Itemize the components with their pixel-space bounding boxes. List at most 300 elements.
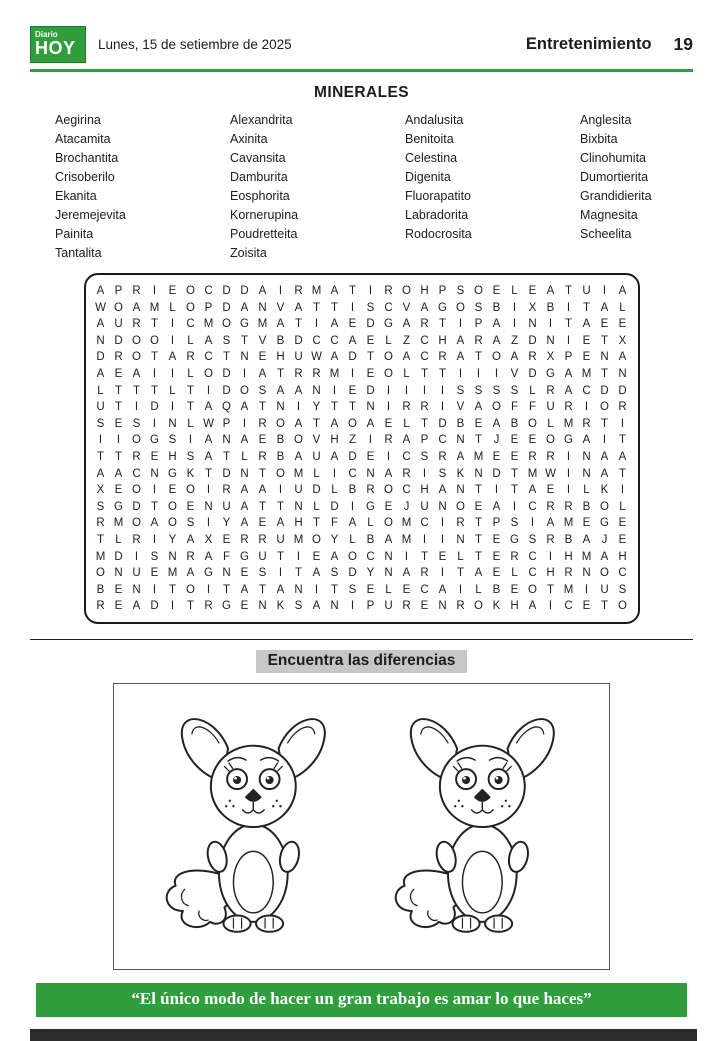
word-item: Kornerupina	[230, 208, 299, 222]
grid-letter: P	[474, 318, 483, 331]
grid-letter: N	[132, 583, 141, 596]
grid-letter: N	[276, 401, 285, 414]
grid-letter: E	[438, 550, 447, 563]
grid-letter: T	[96, 533, 105, 546]
wordsearch-word-list	[30, 111, 693, 263]
grid-letter: I	[134, 550, 139, 563]
grid-letter: J	[403, 500, 410, 513]
grid-letter: N	[438, 500, 447, 513]
grid-letter: X	[546, 351, 555, 364]
grid-letter: T	[456, 567, 465, 580]
grid-letter: N	[204, 500, 213, 513]
grid-letter: I	[170, 600, 175, 613]
grid-letter: K	[492, 600, 501, 613]
grid-letter: A	[294, 384, 303, 397]
grid-letter: T	[258, 583, 267, 596]
grid-letter: S	[456, 384, 465, 397]
grid-letter: N	[456, 484, 465, 497]
grid-letter: A	[438, 583, 447, 596]
grid-letter: N	[456, 434, 465, 447]
grid-letter: E	[168, 484, 177, 497]
grid-letter: V	[456, 401, 465, 414]
grid-letter: N	[294, 500, 303, 513]
grid-letter: T	[96, 450, 105, 463]
grid-letter: M	[293, 467, 304, 480]
grid-letter: A	[492, 334, 501, 347]
grid-letter: B	[546, 301, 555, 314]
grid-letter: M	[203, 318, 214, 331]
grid-letter: F	[222, 550, 231, 563]
quote-banner	[36, 983, 687, 1017]
grid-letter: T	[276, 367, 285, 380]
grid-letter: I	[512, 500, 517, 513]
word-item: Fluorapatito	[405, 189, 472, 203]
grid-letter: A	[294, 450, 303, 463]
grid-letter: A	[96, 285, 105, 297]
grid-letter: O	[150, 334, 159, 347]
grid-letter: I	[602, 434, 607, 447]
grid-letter: M	[563, 583, 574, 596]
logo-diario-text: Diario	[35, 29, 58, 39]
grid-letter: Q	[222, 401, 231, 414]
grid-letter: Y	[366, 567, 375, 580]
word-item: Rodocrosita	[405, 227, 472, 241]
grid-letter: T	[186, 384, 195, 397]
grid-letter: G	[168, 467, 177, 480]
grid-letter: A	[132, 600, 141, 613]
grid-letter: I	[566, 334, 571, 347]
grid-letter: A	[330, 318, 339, 331]
grid-letter: O	[492, 351, 501, 364]
grid-letter: A	[600, 467, 609, 480]
grid-letter: O	[276, 467, 285, 480]
grid-letter: D	[222, 285, 231, 297]
grid-letter: H	[564, 550, 573, 563]
grid-letter: S	[474, 384, 483, 397]
grid-letter: C	[384, 301, 393, 314]
grid-letter: D	[366, 384, 375, 397]
grid-letter: N	[240, 467, 249, 480]
grid-letter: N	[582, 467, 591, 480]
grid-letter: N	[258, 600, 267, 613]
grid-letter: U	[96, 401, 105, 414]
grid-letter: M	[563, 417, 574, 430]
grid-letter: T	[312, 517, 321, 530]
grid-letter: M	[257, 318, 268, 331]
grid-letter: A	[240, 301, 249, 314]
grid-letter: I	[188, 434, 193, 447]
grid-letter: I	[458, 318, 463, 331]
grid-letter: G	[438, 301, 447, 314]
grid-letter: E	[366, 334, 375, 347]
grid-letter: R	[564, 500, 573, 513]
grid-letter: M	[581, 550, 592, 563]
grid-letter: A	[438, 484, 447, 497]
grid-letter: R	[114, 351, 123, 364]
diario-hoy-logo	[30, 26, 86, 63]
cartoon-dog-left-image	[152, 696, 342, 958]
grid-letter: A	[582, 533, 591, 546]
grid-letter: R	[258, 417, 267, 430]
grid-letter: A	[564, 367, 573, 380]
grid-letter: M	[95, 550, 106, 563]
grid-letter: S	[510, 384, 519, 397]
grid-letter: X	[618, 334, 627, 347]
grid-letter: I	[206, 583, 211, 596]
grid-letter: D	[348, 450, 357, 463]
grid-letter: E	[258, 434, 267, 447]
word-item: Axinita	[230, 132, 268, 146]
grid-letter: R	[528, 450, 537, 463]
grid-letter: A	[186, 533, 195, 546]
grid-letter: A	[204, 401, 213, 414]
grid-letter: S	[438, 467, 447, 480]
quote-text: “El único modo de hacer un gran trabajo es amar lo que haces”	[131, 989, 592, 1009]
grid-letter: I	[440, 517, 445, 530]
grid-letter: B	[96, 583, 105, 596]
grid-letter: B	[348, 484, 357, 497]
grid-letter: T	[258, 500, 267, 513]
grid-letter: A	[456, 334, 465, 347]
grid-letter: A	[492, 318, 501, 331]
grid-letter: S	[222, 334, 231, 347]
grid-letter: O	[294, 434, 303, 447]
grid-letter: A	[546, 285, 555, 297]
grid-letter: A	[276, 384, 285, 397]
grid-letter: A	[402, 567, 411, 580]
grid-letter: L	[241, 450, 248, 463]
grid-letter: I	[152, 583, 157, 596]
grid-letter: A	[240, 434, 249, 447]
grid-letter: P	[492, 517, 501, 530]
grid-letter: A	[492, 500, 501, 513]
grid-letter: P	[564, 351, 573, 364]
grid-letter: A	[276, 318, 285, 331]
grid-letter: P	[438, 285, 447, 297]
grid-letter: R	[384, 434, 393, 447]
grid-letter: E	[492, 567, 501, 580]
grid-letter: T	[348, 401, 357, 414]
grid-letter: L	[349, 533, 356, 546]
grid-letter: U	[114, 318, 123, 331]
wordsearch-grid-box	[84, 273, 640, 624]
grid-letter: F	[528, 401, 537, 414]
grid-letter: N	[582, 450, 591, 463]
grid-letter: M	[113, 517, 124, 530]
grid-letter: E	[114, 600, 123, 613]
grid-letter: I	[350, 500, 355, 513]
grid-letter: A	[96, 467, 105, 480]
grid-letter: A	[96, 367, 105, 380]
grid-letter: R	[132, 450, 141, 463]
page-bottom-bar	[30, 1029, 697, 1041]
grid-letter: R	[438, 450, 447, 463]
grid-letter: A	[528, 484, 537, 497]
grid-letter: I	[494, 484, 499, 497]
grid-letter: O	[114, 301, 123, 314]
grid-letter: D	[348, 567, 357, 580]
grid-letter: K	[186, 467, 195, 480]
grid-letter: A	[366, 417, 375, 430]
grid-letter: L	[97, 384, 104, 397]
grid-letter: H	[510, 600, 519, 613]
grid-letter: A	[240, 583, 249, 596]
grid-letter: I	[386, 401, 391, 414]
grid-letter: U	[294, 484, 303, 497]
word-item: Poudretteita	[230, 227, 298, 241]
grid-letter: T	[114, 450, 123, 463]
grid-letter: T	[600, 600, 609, 613]
grid-letter: U	[276, 533, 285, 546]
grid-letter: L	[511, 567, 518, 580]
grid-letter: O	[96, 567, 105, 580]
grid-letter: A	[600, 550, 609, 563]
grid-letter: R	[132, 285, 141, 297]
grid-letter: I	[566, 467, 571, 480]
grid-letter: D	[618, 384, 627, 397]
grid-letter: A	[330, 351, 339, 364]
grid-letter: N	[168, 550, 177, 563]
grid-letter: W	[545, 467, 556, 480]
grid-letter: I	[350, 600, 355, 613]
grid-letter: S	[150, 550, 159, 563]
grid-letter: E	[474, 500, 483, 513]
grid-letter: T	[546, 583, 555, 596]
grid-letter: E	[546, 484, 555, 497]
grid-letter: A	[492, 417, 501, 430]
grid-letter: D	[312, 484, 321, 497]
grid-letter: B	[492, 301, 501, 314]
grid-letter: D	[528, 367, 537, 380]
grid-letter: O	[204, 367, 213, 380]
grid-letter: N	[366, 401, 375, 414]
grid-letter: D	[222, 467, 231, 480]
grid-letter: E	[402, 583, 411, 596]
grid-letter: A	[114, 467, 123, 480]
grid-letter: O	[168, 517, 177, 530]
grid-letter: C	[438, 434, 447, 447]
grid-letter: O	[600, 500, 609, 513]
grid-letter: O	[132, 484, 141, 497]
grid-letter: T	[114, 401, 123, 414]
word-column	[405, 111, 580, 263]
word-item: Bixbita	[580, 132, 618, 146]
grid-letter: E	[618, 517, 627, 530]
grid-letter: R	[510, 550, 519, 563]
grid-letter: M	[401, 533, 412, 546]
grid-letter: E	[618, 318, 627, 331]
grid-letter: I	[242, 417, 247, 430]
grid-letter: D	[492, 467, 501, 480]
grid-letter: R	[546, 533, 555, 546]
grid-letter: A	[600, 450, 609, 463]
grid-letter: T	[168, 583, 177, 596]
grid-letter: T	[312, 417, 321, 430]
grid-letter: T	[420, 550, 429, 563]
grid-letter: Z	[510, 334, 519, 347]
grid-letter: E	[222, 533, 231, 546]
grid-letter: A	[240, 401, 249, 414]
grid-letter: H	[276, 351, 285, 364]
grid-letter: R	[546, 384, 555, 397]
grid-letter: T	[438, 318, 447, 331]
grid-letter: D	[150, 401, 159, 414]
grid-letter: M	[149, 301, 160, 314]
grid-letter: D	[348, 351, 357, 364]
grid-letter: S	[258, 384, 267, 397]
grid-letter: A	[618, 285, 627, 297]
grid-letter: D	[528, 334, 537, 347]
grid-letter: T	[474, 550, 483, 563]
word-item: Andalusita	[405, 113, 464, 127]
grid-letter: A	[330, 450, 339, 463]
grid-letter: I	[278, 285, 283, 297]
grid-letter: E	[240, 567, 249, 580]
grid-letter: R	[294, 367, 303, 380]
grid-letter: J	[601, 533, 608, 546]
grid-letter: T	[276, 500, 285, 513]
grid-letter: A	[240, 484, 249, 497]
grid-letter: I	[584, 401, 589, 414]
section-divider	[30, 639, 693, 641]
grid-letter: A	[276, 517, 285, 530]
grid-letter: G	[222, 600, 231, 613]
grid-letter: U	[312, 450, 321, 463]
grid-letter: W	[311, 351, 322, 364]
grid-letter: I	[458, 583, 463, 596]
grid-letter: E	[150, 567, 159, 580]
grid-letter: V	[312, 434, 321, 447]
grid-letter: H	[420, 484, 429, 497]
grid-letter: R	[402, 600, 411, 613]
grid-letter: T	[150, 384, 159, 397]
grid-letter: A	[204, 550, 213, 563]
grid-letter: V	[510, 367, 519, 380]
grid-letter: I	[296, 550, 301, 563]
grid-letter: U	[546, 401, 555, 414]
grid-letter: I	[422, 467, 427, 480]
grid-letter: N	[438, 600, 447, 613]
grid-letter: N	[150, 467, 159, 480]
grid-letter: O	[474, 285, 483, 297]
wordsearch-title: MINERALES	[314, 84, 409, 101]
grid-letter: B	[564, 533, 573, 546]
grid-letter: C	[348, 467, 357, 480]
grid-letter: L	[583, 484, 590, 497]
word-item: Zoisita	[230, 246, 267, 260]
grid-letter: N	[618, 367, 627, 380]
grid-letter: M	[473, 450, 484, 463]
grid-letter: I	[512, 318, 517, 331]
grid-letter: O	[528, 417, 537, 430]
grid-letter: B	[510, 417, 519, 430]
cartoon-dog-right-image	[381, 696, 571, 958]
grid-letter: I	[386, 384, 391, 397]
grid-letter: V	[276, 301, 285, 314]
grid-letter: T	[294, 318, 303, 331]
grid-letter: G	[240, 550, 249, 563]
grid-letter: A	[510, 351, 519, 364]
grid-letter: M	[311, 285, 322, 297]
grid-letter: I	[548, 318, 553, 331]
grid-letter: V	[258, 334, 267, 347]
grid-letter: I	[368, 434, 373, 447]
grid-letter: C	[312, 334, 321, 347]
grid-letter: I	[440, 401, 445, 414]
grid-letter: R	[456, 600, 465, 613]
grid-letter: T	[114, 384, 123, 397]
grid-letter: I	[332, 467, 337, 480]
grid-letter: E	[186, 500, 195, 513]
grid-letter: A	[600, 301, 609, 314]
grid-letter: N	[294, 583, 303, 596]
grid-letter: G	[510, 533, 519, 546]
grid-letter: A	[348, 517, 357, 530]
grid-letter: L	[619, 301, 626, 314]
grid-letter: S	[420, 450, 429, 463]
grid-letter: I	[170, 318, 175, 331]
word-item: Painita	[55, 227, 94, 241]
grid-letter: N	[240, 351, 249, 364]
grid-letter: D	[114, 550, 123, 563]
grid-letter: E	[114, 417, 123, 430]
grid-letter: N	[168, 417, 177, 430]
grid-letter: I	[98, 434, 103, 447]
grid-letter: I	[152, 484, 157, 497]
grid-letter: R	[402, 401, 411, 414]
grid-letter: S	[186, 517, 195, 530]
grid-letter: T	[510, 467, 519, 480]
grid-letter: D	[294, 334, 303, 347]
grid-letter: C	[618, 567, 627, 580]
grid-letter: I	[548, 550, 553, 563]
grid-letter: H	[546, 567, 555, 580]
grid-letter: R	[204, 600, 213, 613]
grid-letter: A	[402, 351, 411, 364]
grid-letter: G	[204, 567, 213, 580]
grid-letter: I	[458, 367, 463, 380]
grid-letter: T	[150, 500, 159, 513]
grid-letter: T	[420, 367, 429, 380]
grid-letter: L	[619, 500, 626, 513]
grid-letter: A	[240, 500, 249, 513]
grid-letter: A	[456, 450, 465, 463]
grid-letter: G	[546, 367, 555, 380]
grid-letter: I	[314, 583, 319, 596]
grid-letter: S	[510, 517, 519, 530]
grid-letter: S	[96, 417, 105, 430]
grid-letter: U	[222, 500, 231, 513]
grid-letter: O	[132, 434, 141, 447]
grid-letter: C	[420, 517, 429, 530]
grid-letter: I	[350, 367, 355, 380]
grid-letter: T	[150, 318, 159, 331]
grid-letter: N	[384, 550, 393, 563]
grid-letter: L	[403, 417, 410, 430]
grid-letter: C	[330, 334, 339, 347]
grid-letter: D	[96, 351, 105, 364]
grid-letter: T	[186, 401, 195, 414]
grid-letter: A	[132, 367, 141, 380]
grid-letter: N	[582, 567, 591, 580]
grid-letter: I	[278, 567, 283, 580]
grid-letter: T	[186, 600, 195, 613]
grid-letter: I	[566, 301, 571, 314]
grid-letter: E	[510, 450, 519, 463]
grid-letter: O	[456, 301, 465, 314]
differences-title-row	[30, 650, 693, 673]
grid-letter: O	[348, 550, 357, 563]
